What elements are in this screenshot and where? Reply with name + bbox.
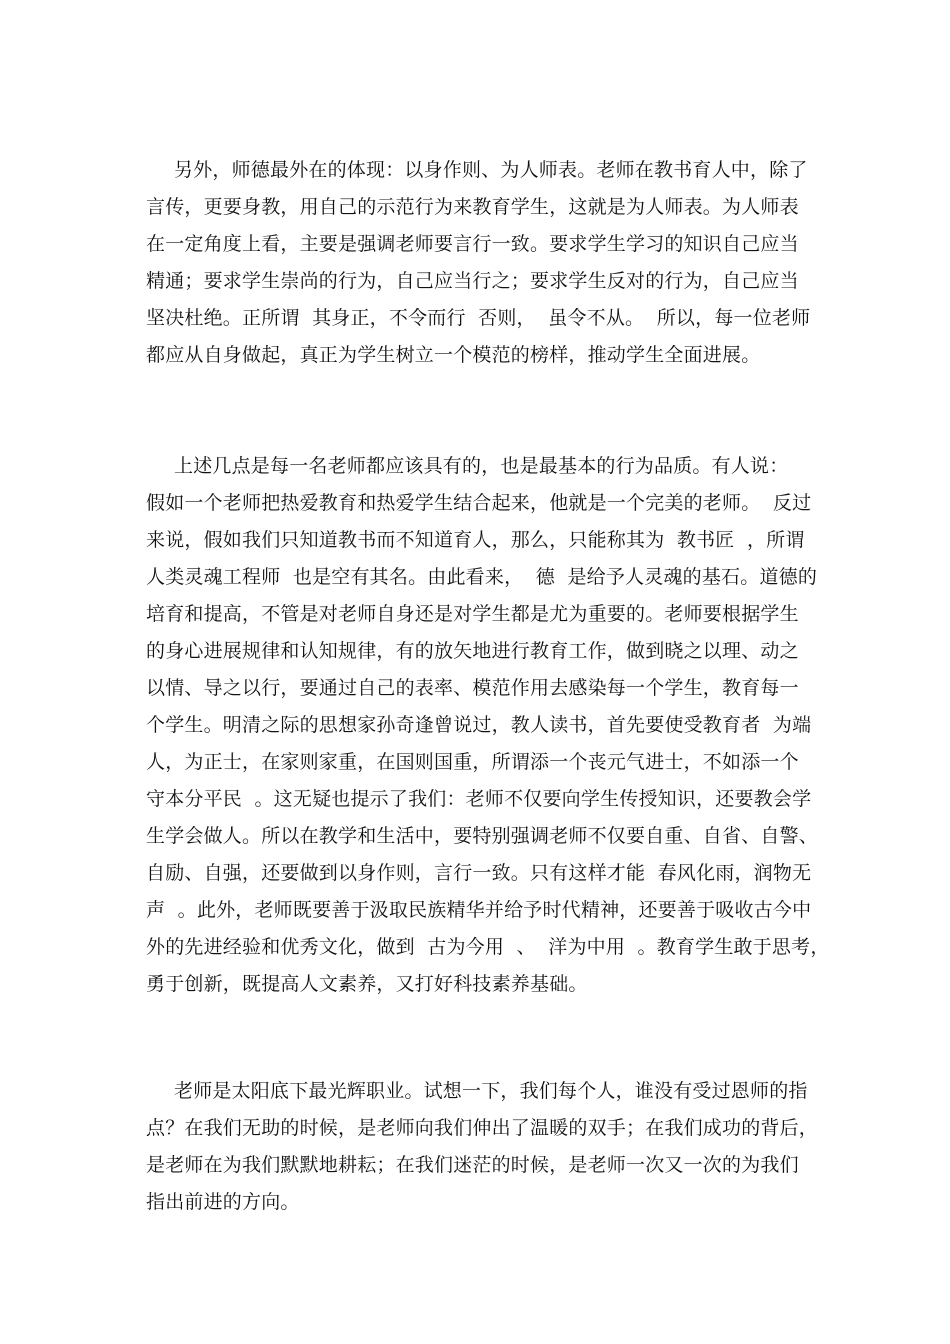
text-line: 人类灵魂工程师 也是空有其名。由此看来， 德 是给予人灵魂的基石。道德的 [146,566,818,588]
text-line: 培育和提高，不管是对老师自身还是对学生都是尤为重要的。老师要根据学生 [146,603,799,625]
text-line: 个学生。明清之际的思想家孙奇逢曾说过，教人读书，首先要使受教育者 为端 [146,714,812,736]
paragraph-basic-qualities [146,448,830,1003]
text-line: 人，为正士，在家则家重，在国则国重，所谓添一个丧元气进士，不如添一个 [146,751,799,773]
text-line: 守本分平民 。这无疑也提示了我们：老师不仅要向学生传授知识，还要教会学 [146,788,812,810]
text-line: 声 。此外，老师既要善于汲取民族精华并给予时代精神，还要善于吸收古今中 [146,899,812,921]
text-line: 坚决杜绝。正所谓 其身正，不令而行 否则， 虽令不从。 所以，每一位老师 [146,307,811,329]
text-line: 都应从自身做起，真正为学生树立一个模范的榜样，推动学生全面进展。 [146,344,761,366]
paragraph-noble-profession [146,1073,819,1221]
text-line: 老师是太阳底下最光辉职业。试想一下，我们每个人，谁没有受过恩师的指 [174,1080,808,1102]
text-line: 以情、导之以行，要通过自己的表率、模范作用去感染每一个学生，教育每一 [146,677,799,699]
text-line: 点？在我们无助的时候，是老师向我们伸出了温暖的双手；在我们成功的背后， [146,1117,819,1139]
text-line: 另外，师德最外在的体现：以身作则、为人师表。老师在教书育人中，除了 [174,159,808,181]
text-line: 指出前进的方向。 [146,1191,300,1213]
text-line: 精通；要求学生崇尚的行为，自己应当行之；要求学生反对的行为，自己应当 [146,270,799,292]
text-line: 勇于创新，既提高人文素养，又打好科技素养基础。 [146,973,588,995]
text-line: 的身心进展规律和认知规律，有的放矢地进行教育工作，做到晓之以理、动之 [146,640,799,662]
text-line: 在一定角度上看，主要是强调老师要言行一致。要求学生学习的知识自己应当 [146,233,799,255]
text-line: 假如一个老师把热爱教育和热爱学生结合起来，他就是一个完美的老师。 反过 [146,492,812,514]
text-line: 外的先进经验和优秀文化，做到 古为今用 、 洋为中用 。教育学生敢于思考， [146,936,830,958]
text-line: 来说，假如我们只知道教书而不知道育人，那么，只能称其为 教书匠 ，所谓 [146,529,805,551]
text-line: 是老师在为我们默默地耕耘；在我们迷茫的时候，是老师一次又一次的为我们 [146,1154,799,1176]
text-line: 上述几点是每一名老师都应该具有的，也是最基本的行为品质。有人说： [174,455,789,477]
text-line: 自励、自强，还要做到以身作则，言行一致。只有这样才能 春风化雨，润物无 [146,862,812,884]
text-line: 言传，更要身教，用自己的示范行为来教育学生，这就是为人师表。为人师表 [146,196,799,218]
text-line: 生学会做人。所以在教学和生活中，要特别强调老师不仅要自重、自省、自警、 [146,825,819,847]
paragraph-teacher-example [146,152,811,374]
